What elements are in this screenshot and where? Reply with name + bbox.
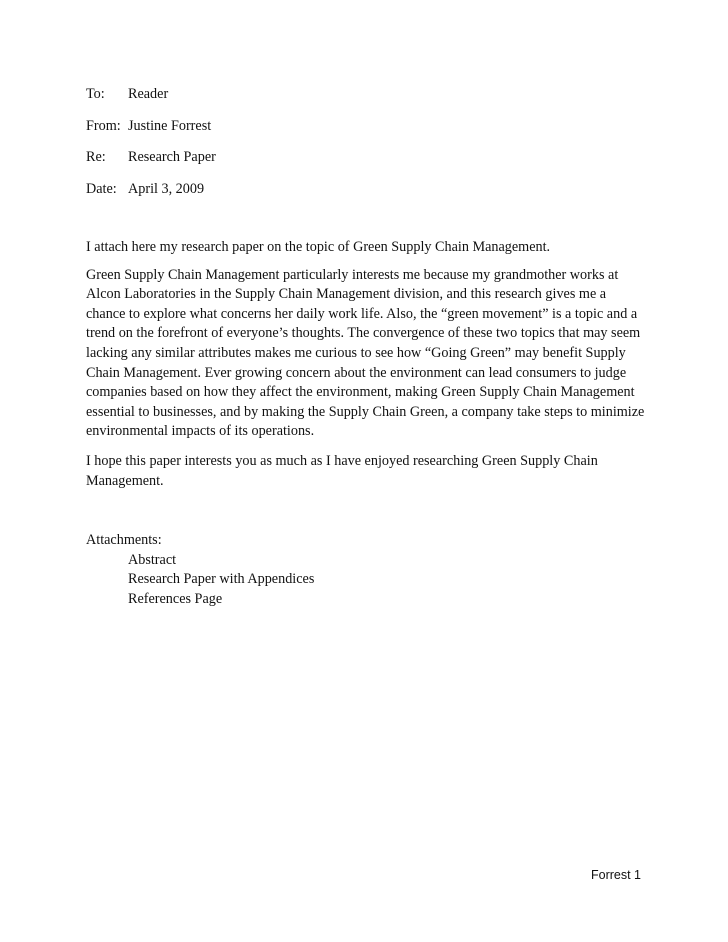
memo-from-label: From: (86, 117, 121, 134)
body-paragraph-closing: I hope this paper interests you as much as I have enjoyed researching Green Supply Chain Management. (86, 452, 598, 489)
memo-to-label: To: (86, 86, 105, 102)
memo-header (86, 85, 646, 211)
memo-date-label: Date: (86, 180, 117, 197)
memo-from-row (86, 117, 646, 135)
attachment-item: References Page (128, 590, 223, 607)
memo-to-row (86, 85, 646, 103)
attachments-heading: Attachments: (86, 532, 162, 548)
memo-date-value: April 3, 2009 (128, 180, 205, 197)
body-paragraph-motivation: Green Supply Chain Management particularly interests me because my grandmother works at Alcon Laboratories in the Supply Chain Management division, and this research gives me a chance to explore what concerns her daily work life. Also, the “green movement” is a topic and a trend on the forefront of everyone’s thoughts. The convergence of these two topics that may seem lacking any similar attributes makes me curious to see how “Going Green” may benefit Supply Chain Management. Ever growing concern about the environment can lead consumers to judge companies based on how they affect the environment, making Green Supply Chain Management essential to businesses, and by making the Supply Chain Green, a company take steps to minimize environmental impacts of its operations. (86, 266, 645, 440)
attachment-item: Abstract (128, 551, 177, 568)
attachments-list (86, 551, 646, 610)
body-paragraph-intro: I attach here my research paper on the topic of Green Supply Chain Management. (86, 239, 551, 255)
memo-body (86, 238, 646, 501)
memo-re-value: Research Paper (128, 149, 216, 165)
memo-date-row (86, 180, 646, 198)
memo-to-value: Reader (128, 86, 169, 102)
attachment-item: Research Paper with Appendices (128, 571, 315, 588)
memo-re-row (86, 148, 646, 166)
memo-re-label: Re: (86, 149, 106, 165)
attachments-section (86, 531, 646, 609)
memo-from-value: Justine Forrest (128, 117, 212, 134)
page-number-footer: Forrest 1 (590, 868, 641, 882)
